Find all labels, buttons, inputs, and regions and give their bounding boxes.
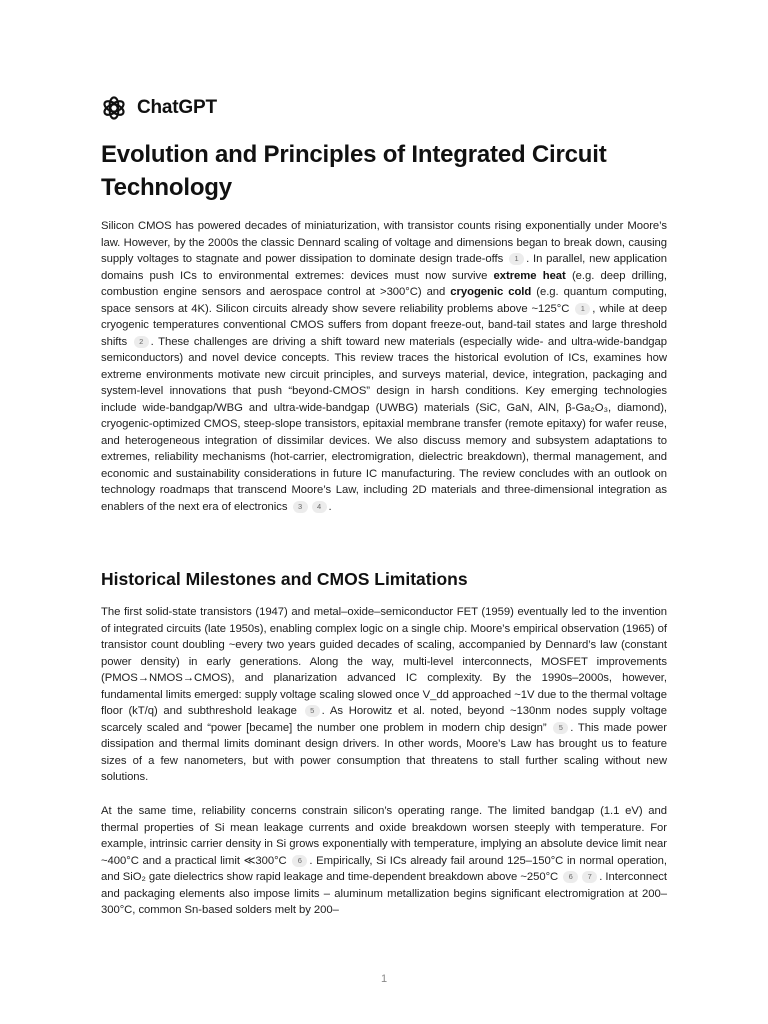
citation-badge[interactable]: 6 bbox=[292, 855, 307, 867]
intro-text-5: , while at deep cryogenic temperatures conventional CMOS suffers from dopant freeze‑out, band‑tail states and large threshold shifts bbox=[101, 302, 667, 348]
citation-badge[interactable]: 5 bbox=[553, 722, 568, 734]
openai-logo-icon bbox=[101, 95, 127, 121]
brand-header bbox=[101, 95, 217, 121]
citation-badge[interactable]: 1 bbox=[509, 253, 524, 265]
s1p2-text-2: . Empirically, Si ICs already fail around 125–150°C in normal operation, and SiO₂ gate dielectrics show rapid leakage and time-dependent breakdown above ~250°C bbox=[101, 854, 667, 883]
intro-text-6: . These challenges are driving a shift toward new materials (especially wide- and ultra-wide-bandgap semiconductors) and novel device concepts. This review traces the historical evolution of ICs, examines how extreme environments motivate new circuit principles, and surveys material, device, integration, packaging and system-level innovations that push “beyond-CMOS” design in harsh conditions. Key emerging technologies include wide-bandgap/WBG and ultra-wide-bandgap (UWBG) materials (SiC, GaN, AlN, β-Ga₂O₃, diamond), cryogenic-optimized CMOS, steep-slope transistors, epitaxial membrane transfer (remote epitaxy) for wafer reuse, and heterogeneous integration of dissimilar devices. We also discuss memory and subsystem adaptations to extremes, reliability mechanisms (hot-carrier, electromigration, dielectric breakdown), thermal management, and economic and sustainability considerations in future IC manufacturing. The review concludes with an outlook on technology roadmaps that transcend Moore’s Law, including 2D materials and three-dimensional integration as enablers of the next era of electronics bbox=[101, 335, 668, 513]
intro-text-1: Silicon CMOS has powered decades of miniaturization, with transistor counts rising exponentially under Moore’s law. However, by the 2000s the classic Dennard scaling of voltage and dimensions began to break down, causing supply voltages to stagnate and power dissipation to dominate design trade-offs bbox=[101, 220, 667, 265]
citation-badge[interactable]: 4 bbox=[312, 501, 327, 513]
s1p1-text-1: The first solid-state transistors (1947) and metal–oxide–semiconductor FET (1959) eventually led to the invention of integrated circuits (late 1950s), enabling complex logic on a single chip. Moore’s empirical observation (1965) of transistor count doubling ~every two years guided decades of scaling, accompanied by Dennard’s law (constant power density) in early generations. Along the way, multi-level interconnects, MOSFET improvements (PMOS→NMOS→CMOS), and planarization advanced IC complexity. By the 1990s–2000s, however, fundamental limits emerged: supply voltage scaling slowed once V_dd approached ~1V due to the thermal voltage floor (kT/q) and subthreshold leakage bbox=[101, 606, 667, 717]
emphasis-extreme-heat: extreme heat bbox=[493, 269, 566, 282]
page-number: 1 bbox=[380, 973, 388, 985]
citation-badge[interactable]: 5 bbox=[305, 705, 320, 717]
citation-badge[interactable]: 2 bbox=[134, 336, 149, 348]
s1p2-text-3: . Interconnect and packaging elements also impose limits – aluminum metallization begins significant electromigration at 200–300°C, common Sn-based solders melt by 200– bbox=[101, 871, 667, 916]
citation-badge[interactable]: 6 bbox=[563, 871, 578, 883]
emphasis-cryogenic-cold: cryogenic cold bbox=[450, 286, 532, 298]
s1p2-text-1: At the same time, reliability concerns constrain silicon’s operating range. The limited bandgap (1.1 eV) and thermal properties of Si mean leakage currents and oxide breakdown worsen steeply with temperature. For example, intrinsic carrier density in Si grows exponentially with temperature, implying an absolute device limit near ~400°C and a practical limit ≪300°C bbox=[101, 805, 667, 867]
section-heading: Historical Milestones and CMOS Limitations bbox=[101, 569, 468, 589]
section-paragraph-1 bbox=[101, 604, 667, 786]
s1p1-text-2: . As Horowitz et al. noted, beyond ~130nm nodes supply voltage scarcely scaled and “power [became] the number one problem in modern chip design” bbox=[101, 705, 667, 734]
citation-badge[interactable]: 7 bbox=[582, 871, 597, 883]
document-title: Evolution and Principles of Integrated Circuit Technology bbox=[101, 141, 607, 201]
brand-name: ChatGPT bbox=[137, 97, 217, 118]
intro-text-3: (e.g. deep drilling, combustion engine sensors and aerospace control at >300°C) and bbox=[101, 269, 667, 298]
intro-paragraph bbox=[101, 218, 667, 515]
intro-text-7: . bbox=[328, 500, 332, 513]
section-paragraph-2 bbox=[101, 803, 667, 919]
intro-text-4: (e.g. quantum computing, space sensors at 4K). Silicon circuits already show severe reliability problems above ~125°C bbox=[101, 286, 667, 315]
citation-badge[interactable]: 1 bbox=[575, 303, 590, 315]
intro-text-2: . In parallel, new application domains push ICs to environmental extremes: devices must now survive bbox=[101, 253, 668, 282]
citation-badge[interactable]: 3 bbox=[293, 501, 308, 513]
s1p1-text-3: . This made power dissipation and thermal limits dominant design drivers. In other words, Moore’s Law has brought us to feature sizes of a few nanometers, but with power consumption that threatens to stall further scaling without new solutions. bbox=[101, 721, 667, 783]
